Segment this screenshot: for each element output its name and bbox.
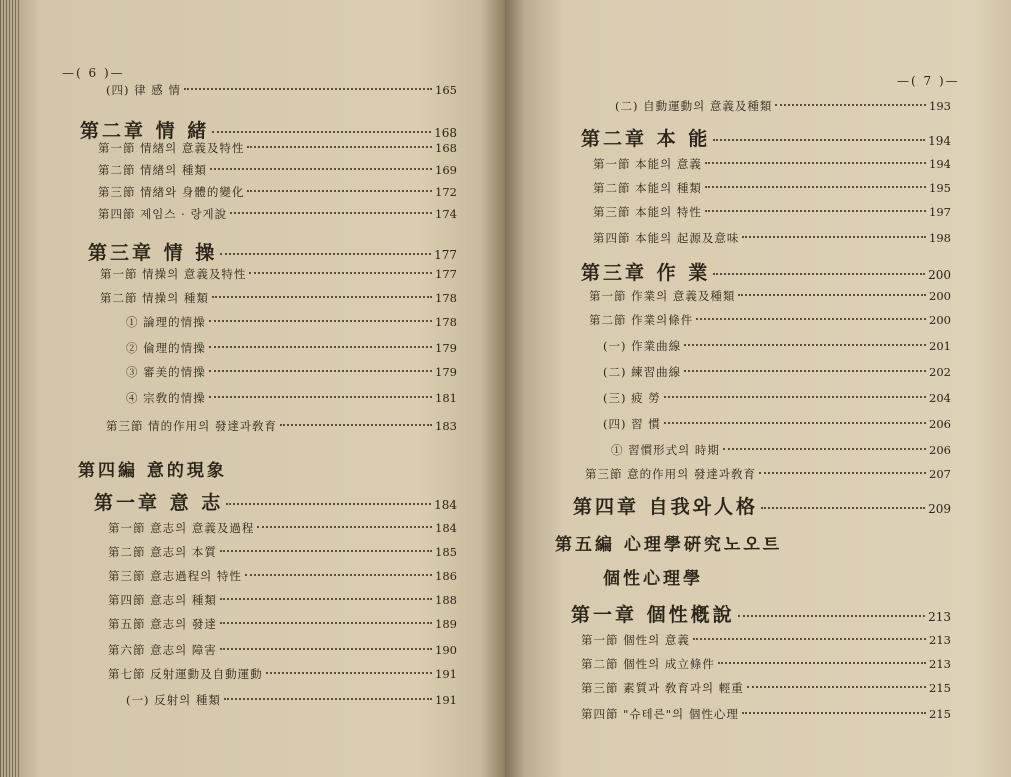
toc-page-number: 194 <box>928 134 951 148</box>
toc-part-row <box>603 564 703 589</box>
toc-label: 第二節 個性의 成立條件 <box>581 657 715 671</box>
dot-leader <box>761 507 925 509</box>
toc-label: 第三節 意志過程의 特性 <box>108 569 242 583</box>
dot-leader <box>664 396 926 398</box>
dot-leader <box>257 526 432 528</box>
dot-leader <box>220 598 432 600</box>
toc-label: 第四節 本能의 起源及意味 <box>593 231 740 245</box>
dot-leader <box>280 424 432 426</box>
toc-chapter-row <box>80 116 457 142</box>
dot-leader <box>220 253 431 255</box>
toc-section-row <box>603 390 951 410</box>
toc-label: 第四章 自我와人格 <box>573 496 758 518</box>
dot-leader <box>738 615 925 617</box>
toc-section-row <box>615 98 951 118</box>
toc-label: 第五節 意志의 發達 <box>108 617 217 631</box>
page-number: —( 6 )— <box>62 66 125 80</box>
toc-section-row <box>108 544 457 564</box>
toc-section-row <box>98 162 457 182</box>
toc-label: (一) 反射의 種類 <box>126 693 221 707</box>
page-number: —( 7 )— <box>897 74 960 88</box>
dot-leader <box>224 698 432 700</box>
toc-label: 第一節 情操의 意義及特性 <box>100 267 247 281</box>
toc-label: (一) 作業曲線 <box>603 339 682 353</box>
toc-label: (二) 自動運動의 意義及種類 <box>615 99 773 113</box>
toc-chapter-row <box>581 124 951 150</box>
toc-label: 第四編 意的現象 <box>78 461 227 481</box>
toc-page-number: 179 <box>435 365 457 379</box>
toc-label: ② 倫理的情操 <box>126 341 206 355</box>
toc-section-row <box>603 416 951 436</box>
toc-page-number: 190 <box>435 643 457 657</box>
toc-page-number: 174 <box>435 207 457 221</box>
toc-section-row <box>589 312 951 332</box>
toc-label: 第三節 情的作用의 發達과敎育 <box>106 419 278 433</box>
dot-leader <box>209 346 432 348</box>
toc-label: 第三節 本能의 特性 <box>593 205 702 219</box>
toc-page-number: 201 <box>929 339 951 353</box>
toc-chapter-row <box>94 488 457 514</box>
toc-label: 第二節 作業의條件 <box>589 313 694 327</box>
toc-label: 第一節 情緖의 意義及特性 <box>98 141 245 155</box>
toc-label: 第二節 情緖의 種類 <box>98 163 207 177</box>
dot-leader <box>684 370 926 372</box>
toc-label: 第四節 제임스 · 랑게說 <box>98 207 228 221</box>
dot-leader <box>742 236 926 238</box>
toc-part-row <box>78 456 227 481</box>
toc-section-row <box>108 642 457 662</box>
toc-section-row <box>126 340 457 360</box>
toc-section-row <box>603 338 951 358</box>
toc-chapter-row <box>88 238 457 264</box>
toc-page-number: 185 <box>435 545 457 559</box>
toc-chapter-row <box>573 492 951 518</box>
toc-label: 第四節 "슈테른"의 個性心理 <box>581 707 739 721</box>
toc-label: 第二章 本 能 <box>581 128 711 150</box>
dot-leader <box>209 396 432 398</box>
toc-page-number: 189 <box>435 617 457 631</box>
dot-leader <box>775 104 926 106</box>
toc-page-number: 204 <box>929 391 951 405</box>
toc-label: 第一節 個性의 意義 <box>581 633 690 647</box>
dot-leader <box>705 162 926 164</box>
toc-page-number: 213 <box>928 610 951 624</box>
toc-section-row <box>98 206 457 226</box>
dot-leader <box>249 272 432 274</box>
toc-page-number: 213 <box>929 633 951 647</box>
dot-leader <box>747 686 926 688</box>
toc-section-row <box>126 364 457 384</box>
toc-page-number: 206 <box>929 443 951 457</box>
dot-leader <box>220 648 432 650</box>
toc-page-number: 178 <box>435 315 457 329</box>
toc-page-number: 215 <box>929 681 951 695</box>
toc-label: 第三節 素質과 敎育과의 輕重 <box>581 681 744 695</box>
toc-page-number: 202 <box>929 365 951 379</box>
dot-leader <box>226 503 431 505</box>
toc-label: 第六節 意志의 障害 <box>108 643 217 657</box>
toc-label: 第七節 反射運動及自動運動 <box>108 667 263 681</box>
dot-leader <box>742 712 926 714</box>
toc-label: 第二節 意志의 本質 <box>108 545 217 559</box>
toc-page-number: 213 <box>929 657 951 671</box>
toc-section-row <box>593 156 951 176</box>
toc-page-number: 184 <box>434 498 457 512</box>
toc-label: 第二節 情操의 種類 <box>100 291 209 305</box>
toc-section-row <box>593 204 951 224</box>
toc-page-number: 186 <box>435 569 457 583</box>
toc-section-row <box>581 632 951 652</box>
toc-section-row <box>100 290 457 310</box>
dot-leader <box>738 294 926 296</box>
dot-leader <box>220 622 432 624</box>
toc-section-row <box>593 230 951 250</box>
dot-leader <box>212 296 432 298</box>
toc-page-number: 172 <box>435 185 457 199</box>
toc-page-number: 191 <box>435 693 457 707</box>
toc-section-row <box>603 364 951 384</box>
dot-leader <box>705 186 926 188</box>
dot-leader <box>759 472 926 474</box>
left-page <box>0 0 505 777</box>
toc-label: 第一節 作業의 意義及種類 <box>589 289 736 303</box>
toc-page-number: 194 <box>929 157 951 171</box>
toc-part-row <box>555 530 783 555</box>
toc-page-number: 165 <box>435 83 457 97</box>
dot-leader <box>212 131 431 133</box>
toc-label: 第一節 意志의 意義及過程 <box>108 521 255 535</box>
toc-section-row <box>100 266 457 286</box>
toc-page-number: 195 <box>929 181 951 195</box>
toc-section-row <box>108 616 457 636</box>
toc-section-row <box>126 314 457 334</box>
toc-page-number: 193 <box>929 99 951 113</box>
toc-chapter-row <box>571 600 951 626</box>
toc-page-number: 168 <box>435 141 457 155</box>
toc-page-number: 209 <box>928 502 951 516</box>
toc-page-number: 184 <box>435 521 457 535</box>
dot-leader <box>210 168 432 170</box>
toc-page-number: 207 <box>929 467 951 481</box>
toc-section-row <box>581 680 951 700</box>
toc-label: 第五編 心理學硏究노오트 <box>555 535 783 555</box>
toc-page-number: 169 <box>435 163 457 177</box>
dot-leader <box>209 370 432 372</box>
dot-leader <box>684 344 926 346</box>
toc-page-number: 206 <box>929 417 951 431</box>
toc-label: (四) 習 慣 <box>603 417 661 431</box>
dot-leader <box>209 320 432 322</box>
toc-section-row <box>108 592 457 612</box>
toc-page-number: 177 <box>434 248 457 262</box>
dot-leader <box>713 273 925 275</box>
toc-label: ③ 審美的情操 <box>126 365 206 379</box>
right-page <box>505 0 1011 777</box>
dot-leader <box>705 210 926 212</box>
toc-label: ① 習慣形式의 時期 <box>611 443 720 457</box>
toc-section-row <box>126 390 457 410</box>
toc-label: 第一章 意 志 <box>94 492 224 514</box>
dot-leader <box>718 662 926 664</box>
dot-leader <box>696 318 926 320</box>
toc-page-number: 191 <box>435 667 457 681</box>
toc-page-number: 179 <box>435 341 457 355</box>
toc-section-row <box>108 520 457 540</box>
toc-section-row <box>589 288 951 308</box>
dot-leader <box>184 88 432 90</box>
toc-section-row <box>98 140 457 160</box>
toc-page-number: 178 <box>435 291 457 305</box>
toc-page-number: 200 <box>928 268 951 282</box>
toc-label: (四) 律 感 情 <box>106 83 181 97</box>
toc-page-number: 183 <box>435 419 457 433</box>
toc-section-row <box>108 666 457 686</box>
toc-label: 第四節 意志의 種類 <box>108 593 217 607</box>
dot-leader <box>247 146 432 148</box>
toc-page-number: 177 <box>435 267 457 281</box>
toc-label: 個性心理學 <box>603 569 703 589</box>
toc-label: 第三節 情緖와 身體的變化 <box>98 185 245 199</box>
toc-section-row <box>126 692 457 712</box>
dot-leader <box>247 190 432 192</box>
toc-page-number: 200 <box>929 289 951 303</box>
toc-label: 第二節 本能의 種類 <box>593 181 702 195</box>
toc-label: 第一節 本能의 意義 <box>593 157 702 171</box>
dot-leader <box>230 212 432 214</box>
dot-leader <box>664 422 926 424</box>
toc-chapter-row <box>581 258 951 284</box>
toc-page-number: 198 <box>929 231 951 245</box>
toc-label: 第三章 作 業 <box>581 262 711 284</box>
toc-page-number: 181 <box>435 391 457 405</box>
page-edge <box>0 0 20 777</box>
toc-section-row <box>593 180 951 200</box>
toc-label: 第三節 意的作用의 發達과敎育 <box>585 467 757 481</box>
dot-leader <box>220 550 432 552</box>
toc-label: ④ 宗敎的情操 <box>126 391 206 405</box>
toc-section-row <box>108 568 457 588</box>
toc-section-row <box>98 184 457 204</box>
toc-page-number: 200 <box>929 313 951 327</box>
dot-leader <box>693 638 926 640</box>
toc-label: 第二章 情 緒 <box>80 120 210 142</box>
toc-label: 第三章 情 操 <box>88 242 218 264</box>
toc-section-row <box>611 442 951 462</box>
dot-leader <box>245 574 432 576</box>
toc-page-number: 215 <box>929 707 951 721</box>
toc-section-row <box>581 706 951 726</box>
toc-section-row <box>106 82 457 102</box>
toc-page-number: 197 <box>929 205 951 219</box>
toc-label: ① 論理的情操 <box>126 315 206 329</box>
toc-label: (三) 疲 勞 <box>603 391 661 405</box>
toc-label: 第一章 個性槪說 <box>571 604 735 626</box>
toc-section-row <box>106 418 457 438</box>
toc-section-row <box>581 656 951 676</box>
toc-page-number: 168 <box>434 126 457 140</box>
toc-section-row <box>585 466 951 486</box>
toc-label: (二) 練習曲線 <box>603 365 682 379</box>
toc-page-number: 188 <box>435 593 457 607</box>
dot-leader <box>723 448 926 450</box>
dot-leader <box>266 672 432 674</box>
dot-leader <box>713 139 925 141</box>
